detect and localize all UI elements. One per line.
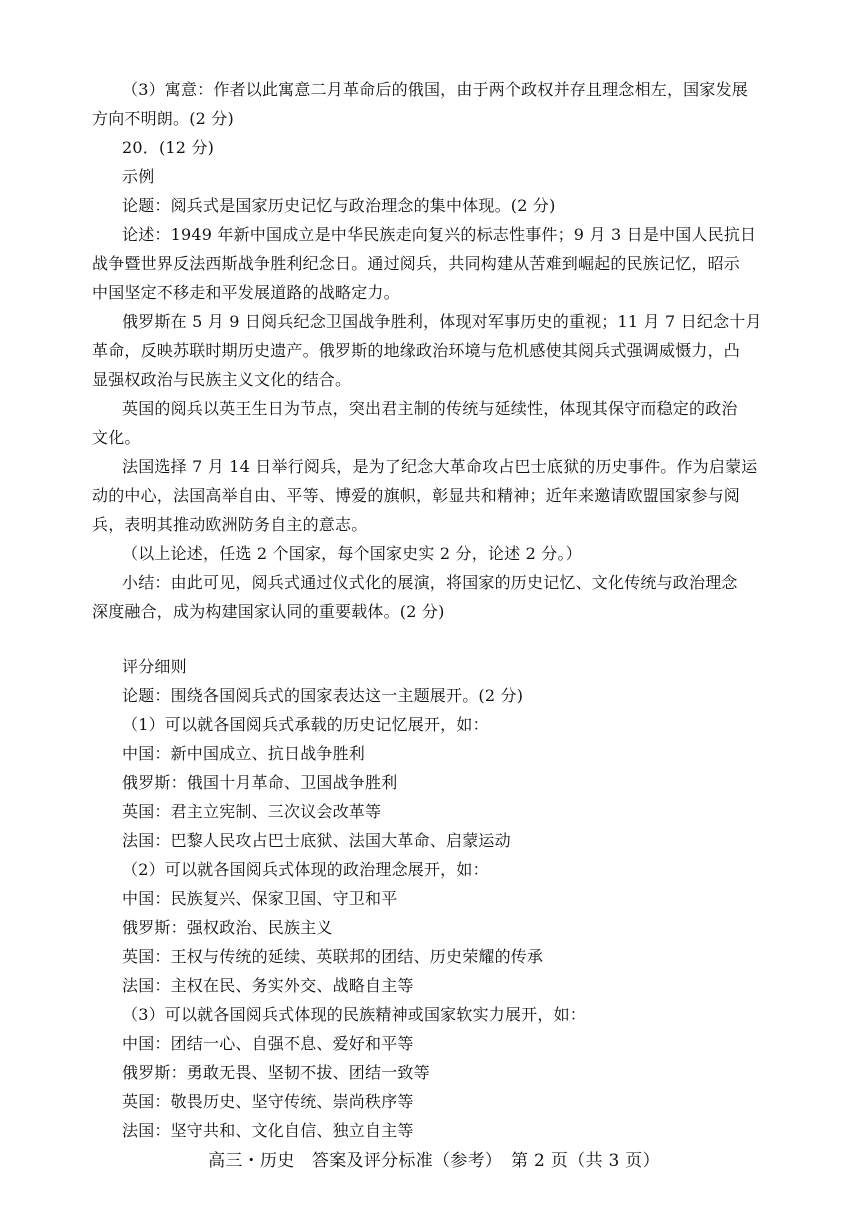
rubric-section-3-item: 中国：团结一心、自强不息、爱好和平等 <box>122 1034 414 1053</box>
rubric-section-1-item: 俄罗斯：俄国十月革命、卫国战争胜利 <box>122 773 398 792</box>
argument-line-1: 论述：1949 年新中国成立是中华民族走向复兴的标志性事件；9 月 3 日是中国人民抗日 <box>122 225 757 244</box>
rubric-section-2-item: 中国：民族复兴、保家卫国、守卫和平 <box>122 889 398 908</box>
page-footer: 高三・历史 答案及评分标准（参考） 第 2 页（共 3 页） <box>208 1151 660 1171</box>
rubric-section-1-item: 英国：君主立宪制、三次议会改革等 <box>122 802 382 821</box>
france-line-1: 法国选择 7 月 14 日举行阅兵，是为了纪念大革命攻占巴士底狱的历史事件。作为启蒙运 <box>122 457 758 476</box>
rubric-section-2-item: 英国：王权与传统的延续、英联邦的团结、历史荣耀的传承 <box>122 947 544 966</box>
russia-line-1: 俄罗斯在 5 月 9 日阅兵纪念卫国战争胜利，体现对军事历史的重视；11 月 7 日纪念十月 <box>122 312 762 331</box>
france-line-2: 动的中心，法国高举自由、平等、博爱的旗帜，彰显共和精神；近年来邀请欧盟国家参与阅 <box>92 486 741 505</box>
rubric-section-1-item: 法国：巴黎人民攻占巴士底狱、法国大革命、启蒙运动 <box>122 831 511 850</box>
rubric-title: 评分细则 <box>122 657 187 676</box>
argument-line-3: 中国坚定不移走和平发展道路的战略定力。 <box>92 283 400 302</box>
rubric-section-1-heading: （1）可以就各国阅兵式承载的历史记忆展开，如： <box>122 715 489 734</box>
russia-line-2: 革命，反映苏联时期历史遗产。俄罗斯的地缘政治环境与危机感使其阅兵式强调威慑力，凸 <box>92 341 741 360</box>
scoring-note: （以上论述，任选 2 个国家，每个国家史实 2 分，论述 2 分。） <box>122 544 582 563</box>
rubric-section-2-heading: （2）可以就各国阅兵式体现的政治理念展开，如： <box>122 860 489 879</box>
thesis: 论题：阅兵式是国家历史记忆与政治理念的集中体现。(2 分) <box>122 196 556 215</box>
argument-line-2: 战争暨世界反法西斯战争胜利纪念日。通过阅兵，共同构建从苦难到崛起的民族记忆，昭示 <box>92 254 741 273</box>
uk-line-1: 英国的阅兵以英王生日为节点，突出君主制的传统与延续性，体现其保守而稳定的政治 <box>122 399 738 418</box>
q20-heading: 20．(12 分) <box>122 138 215 157</box>
rubric-thesis: 论题：围绕各国阅兵式的国家表达这一主题展开。(2 分) <box>122 686 524 705</box>
summary-line-1: 小结：由此可见，阅兵式通过仪式化的展演，将国家的历史记忆、文化传统与政治理念 <box>122 573 738 592</box>
q19-3-line-2: 方向不明朗。(2 分) <box>92 109 234 128</box>
rubric-section-2-item: 俄罗斯：强权政治、民族主义 <box>122 918 333 937</box>
rubric-section-3-item: 英国：敬畏历史、坚守传统、崇尚秩序等 <box>122 1092 414 1111</box>
rubric-section-1-item: 中国：新中国成立、抗日战争胜利 <box>122 744 366 763</box>
summary-line-2: 深度融合，成为构建国家认同的重要载体。(2 分) <box>92 602 445 621</box>
uk-line-2: 文化。 <box>92 428 141 447</box>
rubric-section-3-item: 俄罗斯：勇敢无畏、坚韧不拔、团结一致等 <box>122 1063 430 1082</box>
russia-line-3: 显强权政治与民族主义文化的结合。 <box>92 370 352 389</box>
example-label: 示例 <box>122 167 155 186</box>
france-line-3: 兵，表明其推动欧洲防务自主的意志。 <box>92 515 368 534</box>
rubric-section-2-item: 法国：主权在民、务实外交、战略自主等 <box>122 976 414 995</box>
rubric-section-3-item: 法国：坚守共和、文化自信、独立自主等 <box>122 1121 414 1140</box>
rubric-section-3-heading: （3）可以就各国阅兵式体现的民族精神或国家软实力展开，如： <box>122 1005 586 1024</box>
q19-3-line-1: （3）寓意：作者以此寓意二月革命后的俄国，由于两个政权并存且理念相左，国家发展 <box>122 80 748 99</box>
